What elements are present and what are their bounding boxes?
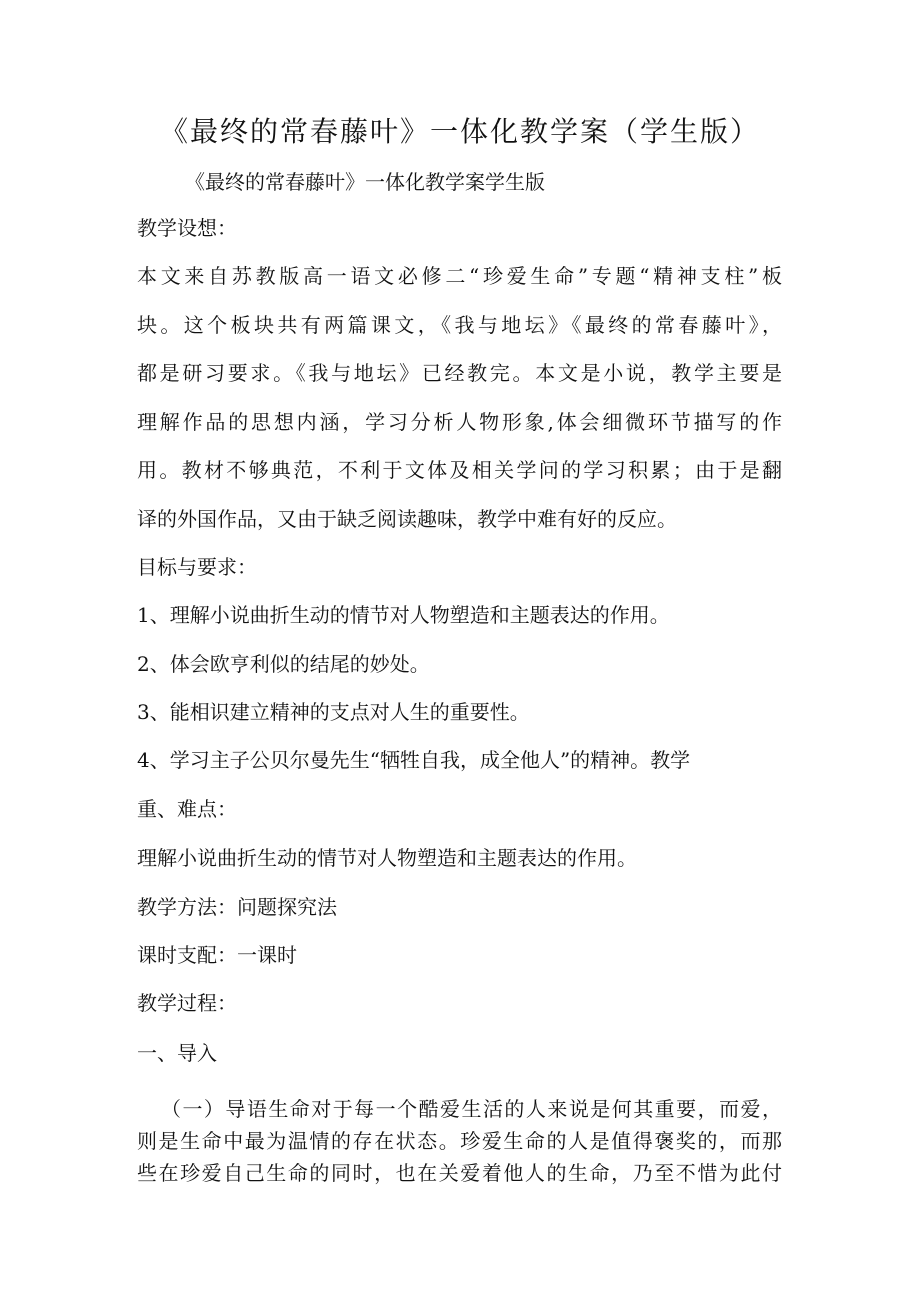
design-paragraph (137, 252, 782, 543)
design-line: 都是研习要求。《我与地坛》已经教完。本文是小说，教学主要是 (137, 361, 782, 385)
class-hours: 课时支配：一课时 (137, 943, 297, 967)
design-line: 用。教材不够典范，不利于文体及相关学问的学习积累；由于是翻 (137, 458, 782, 482)
design-heading: 教学设想： (137, 216, 237, 240)
goal-item: 3、能相识建立精神的支点对人生的重要性。 (137, 700, 530, 724)
goal-item: 2、体会欧亨利似的结尾的妙处。 (137, 652, 430, 676)
section-heading: 一、导入 (137, 1041, 217, 1065)
intro-line: （一）导语生命对于每一个酷爱生活的人来说是何其重要，而爱， (161, 1097, 782, 1121)
design-line: 理解作品的思想内涵，学习分析人物形象,体会细微环节描写的作 (137, 409, 782, 434)
goals-heading: 目标与要求： (137, 555, 257, 579)
document-title: 《最终的常春藤叶》一体化教学案（学生版） (159, 115, 760, 148)
key-points-text: 理解小说曲折生动的情节对人物塑造和主题表达的作用。 (137, 846, 637, 870)
design-line: 译的外国作品，又由于缺乏阅读趣味，教学中难有好的反应。 (137, 506, 677, 531)
intro-paragraph (137, 1093, 782, 1189)
intro-line: 些在珍爱自己生命的同时，也在关爱着他人的生命，乃至不惜为此付 (137, 1161, 782, 1185)
teaching-method: 教学方法：问题探究法 (137, 895, 337, 919)
goal-item: 4、学习主子公贝尔曼先生“牺牲自我，成全他人”的精神。教学 (137, 748, 691, 772)
process-heading: 教学过程： (137, 991, 237, 1015)
goal-item: 1、理解小说曲折生动的情节对人物塑造和主题表达的作用。 (137, 603, 670, 627)
document-subtitle: 《最终的常春藤叶》一体化教学案学生版 (185, 170, 545, 194)
key-points-heading: 重、难点： (137, 797, 237, 821)
design-line: 本文来自苏教版高一语文必修二“珍爱生命”专题“精神支柱”板 (137, 264, 782, 288)
intro-line: 则是生命中最为温情的存在状态。珍爱生命的人是值得褒奖的，而那 (137, 1129, 782, 1153)
design-line: 块。这个板块共有两篇课文，《我与地坛》《最终的常春藤叶》， (137, 312, 782, 337)
